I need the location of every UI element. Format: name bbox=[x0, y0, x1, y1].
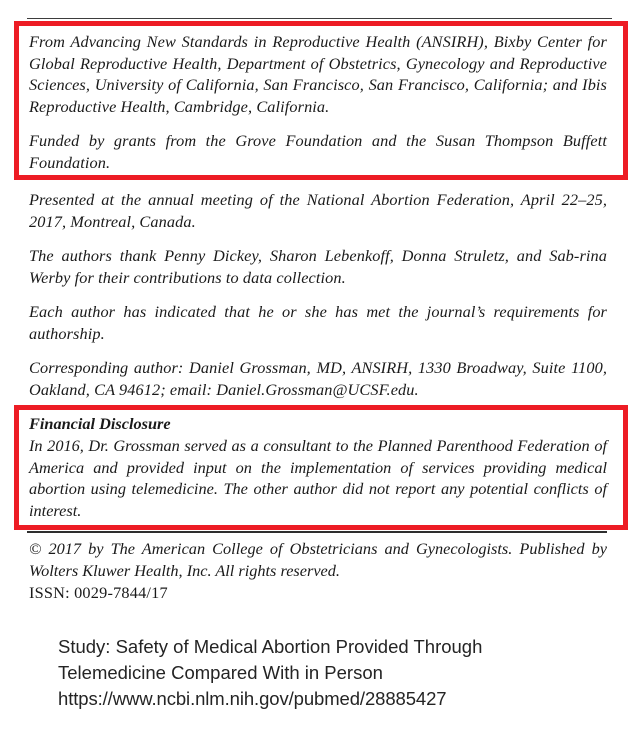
study-reference-annotation bbox=[58, 634, 578, 712]
study-title-line-2: Telemedicine Compared With in Person bbox=[58, 662, 383, 683]
notes-block bbox=[29, 189, 607, 400]
authorship-paragraph: Each author has indicated that he or she has met the journal’s requirements for authorship. bbox=[29, 302, 607, 343]
funding-paragraph: Funded by grants from the Grove Foundation and the Susan Thompson Buffett Foundation. bbox=[29, 131, 607, 172]
study-url[interactable]: https://www.ncbi.nlm.nih.gov/pubmed/28885427 bbox=[58, 688, 447, 709]
acknowledgment-paragraph: The authors thank Penny Dickey, Sharon Lebenkoff, Donna Struletz, and Sab-rina Werby for their contributions to data collection. bbox=[29, 246, 607, 287]
copyright-block bbox=[29, 538, 607, 604]
financial-disclosure-block bbox=[29, 413, 607, 521]
corresponding-author-paragraph: Corresponding author: Daniel Grossman, MD, ANSIRH, 1330 Broadway, Suite 1100, Oakland, CA 94612; email: Daniel.Grossman@UCSF.edu. bbox=[29, 358, 607, 399]
horizontal-rule-middle bbox=[27, 531, 607, 533]
financial-disclosure-body: In 2016, Dr. Grossman served as a consultant to the Planned Parenthood Federation of America and provided input on the implementation of services providing medical abortion using telemedicine. The other author did not report any potential conflicts of interest. bbox=[29, 436, 607, 520]
presented-at-paragraph: Presented at the annual meeting of the National Abortion Federation, April 22–25, 2017, Montreal, Canada. bbox=[29, 190, 607, 231]
horizontal-rule-top bbox=[27, 18, 612, 19]
financial-disclosure-heading: Financial Disclosure bbox=[29, 414, 171, 433]
study-title-line-1: Study: Safety of Medical Abortion Provided Through bbox=[58, 636, 483, 657]
copyright-paragraph: © 2017 by The American College of Obstetricians and Gynecologists. Published by Wolters Kluwer Health, Inc. All rights reserved. bbox=[29, 539, 607, 580]
affiliation-funding-block bbox=[29, 31, 607, 173]
affiliation-paragraph: From Advancing New Standards in Reproductive Health (ANSIRH), Bixby Center for Global Reproductive Health, Department of Obstetrics, Gynecology and Reproductive Sciences, University of California, San Francisco, San Francisco, California; and Ibis Reproductive Health, Cambridge, California. bbox=[29, 32, 607, 116]
issn-line: ISSN: 0029-7844/17 bbox=[29, 583, 168, 602]
